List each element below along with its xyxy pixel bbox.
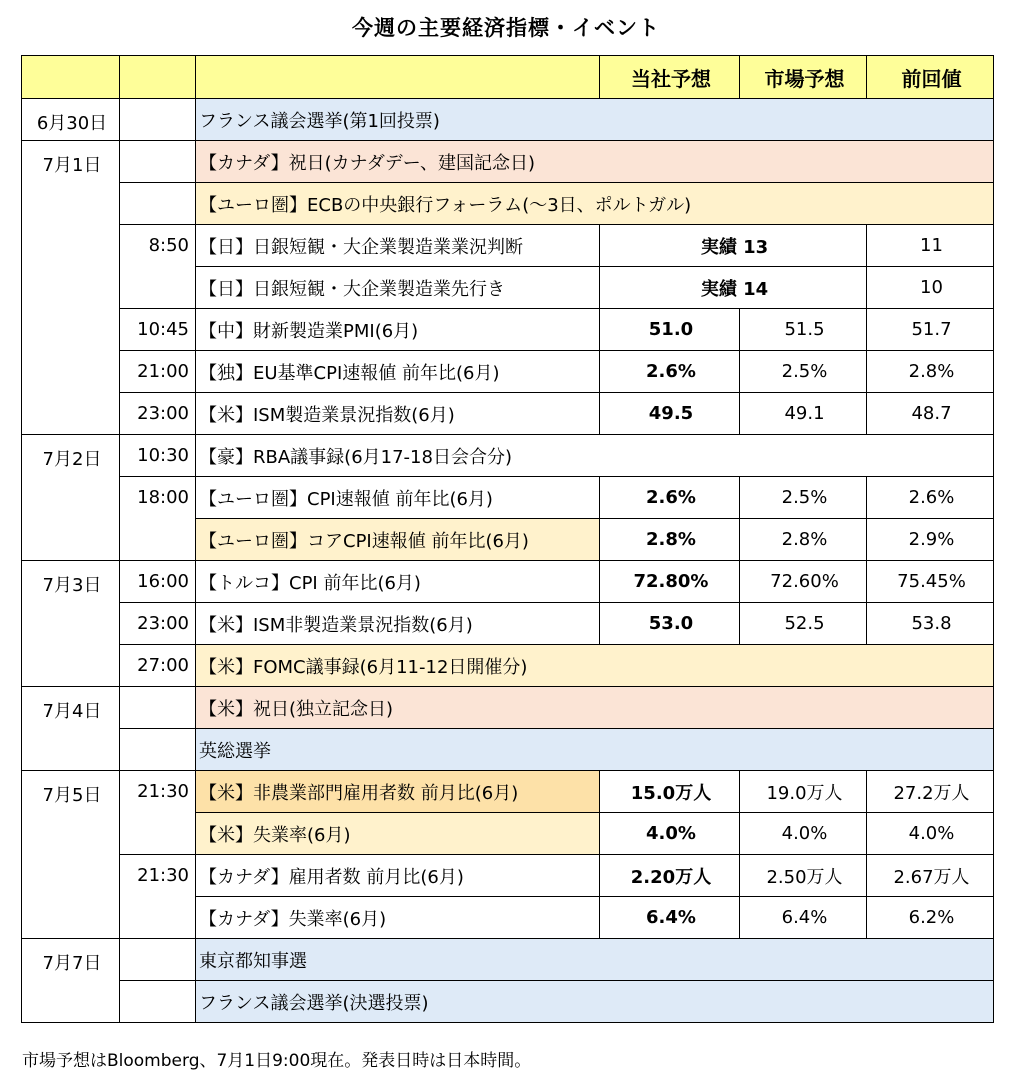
event-cell: 【ユーロ圏】CPI速報値 前年比(6月) xyxy=(196,477,600,519)
previous-cell: 4.0% xyxy=(867,813,994,855)
table-row xyxy=(22,939,994,981)
event-cell: 【米】祝日(独立記念日) xyxy=(196,687,994,729)
header-our-forecast: 当社予想 xyxy=(600,56,740,99)
event-cell: 【カナダ】失業率(6月) xyxy=(196,897,600,939)
header-market-forecast: 市場予想 xyxy=(740,56,867,99)
market-forecast-cell: 51.5 xyxy=(740,309,867,351)
time-cell xyxy=(120,687,196,729)
time-cell: 23:00 xyxy=(120,603,196,645)
table-row xyxy=(22,393,994,435)
market-forecast-cell: 2.50万人 xyxy=(740,855,867,897)
table-row xyxy=(22,645,994,687)
previous-cell: 2.9% xyxy=(867,519,994,561)
event-cell: 東京都知事選 xyxy=(196,939,994,981)
time-cell: 21:00 xyxy=(120,351,196,393)
table-row xyxy=(22,351,994,393)
date-cell: 7月1日 xyxy=(22,141,120,435)
our-forecast-cell: 2.6% xyxy=(600,477,740,519)
date-cell: 7月7日 xyxy=(22,939,120,1023)
our-forecast-cell: 4.0% xyxy=(600,813,740,855)
event-cell: 【中】財新製造業PMI(6月) xyxy=(196,309,600,351)
our-forecast-cell: 2.20万人 xyxy=(600,855,740,897)
event-cell: 【トルコ】CPI 前年比(6月) xyxy=(196,561,600,603)
event-cell: 【ユーロ圏】ECBの中央銀行フォーラム(～3日、ポルトガル) xyxy=(196,183,994,225)
our-forecast-cell: 51.0 xyxy=(600,309,740,351)
header-date xyxy=(22,56,120,99)
time-cell: 18:00 xyxy=(120,477,196,561)
table-row xyxy=(22,309,994,351)
market-forecast-cell: 2.8% xyxy=(740,519,867,561)
footnote: 市場予想はBloomberg、7月1日9:00現在。発表日時は日本時間。 xyxy=(22,1051,532,1071)
time-cell: 23:00 xyxy=(120,393,196,435)
time-cell: 16:00 xyxy=(120,561,196,603)
table-row xyxy=(22,729,994,771)
our-forecast-cell: 6.4% xyxy=(600,897,740,939)
previous-cell: 10 xyxy=(867,267,994,309)
date-cell: 7月5日 xyxy=(22,771,120,939)
table-row xyxy=(22,771,994,813)
event-cell: 【米】FOMC議事録(6月11-12日開催分) xyxy=(196,645,994,687)
table-row xyxy=(22,183,994,225)
event-cell: 【独】EU基準CPI速報値 前年比(6月) xyxy=(196,351,600,393)
time-cell: 21:30 xyxy=(120,855,196,939)
table-row xyxy=(22,603,994,645)
time-cell: 8:50 xyxy=(120,225,196,309)
time-cell xyxy=(120,141,196,183)
header-row xyxy=(22,56,994,99)
market-forecast-cell: 6.4% xyxy=(740,897,867,939)
table-row xyxy=(22,981,994,1023)
page-title: 今週の主要経済指標・イベント xyxy=(352,16,660,40)
header-previous: 前回値 xyxy=(867,56,994,99)
table-row xyxy=(22,477,994,519)
market-forecast-cell: 4.0% xyxy=(740,813,867,855)
previous-cell: 27.2万人 xyxy=(867,771,994,813)
previous-cell: 75.45% xyxy=(867,561,994,603)
date-cell: 6月30日 xyxy=(22,99,120,141)
previous-cell: 2.6% xyxy=(867,477,994,519)
previous-cell: 48.7 xyxy=(867,393,994,435)
header-event xyxy=(196,56,600,99)
time-cell xyxy=(120,183,196,225)
table-row xyxy=(22,141,994,183)
event-cell: フランス議会選挙(決選投票) xyxy=(196,981,994,1023)
event-cell: 【米】失業率(6月) xyxy=(196,813,600,855)
previous-cell: 51.7 xyxy=(867,309,994,351)
economic-calendar-table xyxy=(21,55,994,1023)
event-cell: 【米】ISM非製造業景況指数(6月) xyxy=(196,603,600,645)
table-row xyxy=(22,225,994,267)
market-forecast-cell: 2.5% xyxy=(740,477,867,519)
market-forecast-cell: 19.0万人 xyxy=(740,771,867,813)
date-cell: 7月2日 xyxy=(22,435,120,561)
event-cell: 【日】日銀短観・大企業製造業業況判断 xyxy=(196,225,600,267)
event-cell: 【豪】RBA議事録(6月17-18日会合分) xyxy=(196,435,994,477)
market-forecast-cell: 52.5 xyxy=(740,603,867,645)
time-cell: 10:30 xyxy=(120,435,196,477)
time-cell: 27:00 xyxy=(120,645,196,687)
date-cell: 7月4日 xyxy=(22,687,120,771)
our-forecast-cell: 2.6% xyxy=(600,351,740,393)
event-cell: 【日】日銀短観・大企業製造業先行き xyxy=(196,267,600,309)
previous-cell: 2.8% xyxy=(867,351,994,393)
table-row xyxy=(22,855,994,897)
market-forecast-cell: 2.5% xyxy=(740,351,867,393)
previous-cell: 11 xyxy=(867,225,994,267)
actual-cell: 実績 14 xyxy=(600,267,867,309)
event-cell: 【カナダ】祝日(カナダデー、建国記念日) xyxy=(196,141,994,183)
table-row xyxy=(22,687,994,729)
event-cell: 【米】非農業部門雇用者数 前月比(6月) xyxy=(196,771,600,813)
our-forecast-cell: 53.0 xyxy=(600,603,740,645)
market-forecast-cell: 49.1 xyxy=(740,393,867,435)
date-cell: 7月3日 xyxy=(22,561,120,687)
previous-cell: 53.8 xyxy=(867,603,994,645)
our-forecast-cell: 49.5 xyxy=(600,393,740,435)
time-cell: 10:45 xyxy=(120,309,196,351)
time-cell xyxy=(120,981,196,1023)
time-cell xyxy=(120,939,196,981)
actual-cell: 実績 13 xyxy=(600,225,867,267)
previous-cell: 6.2% xyxy=(867,897,994,939)
header-time xyxy=(120,56,196,99)
our-forecast-cell: 15.0万人 xyxy=(600,771,740,813)
event-cell: 【ユーロ圏】コアCPI速報値 前年比(6月) xyxy=(196,519,600,561)
table-row xyxy=(22,561,994,603)
event-cell: 【カナダ】雇用者数 前月比(6月) xyxy=(196,855,600,897)
market-forecast-cell: 72.60% xyxy=(740,561,867,603)
event-cell: 【米】ISM製造業景況指数(6月) xyxy=(196,393,600,435)
event-cell: 英総選挙 xyxy=(196,729,994,771)
table-row xyxy=(22,99,994,141)
time-cell xyxy=(120,729,196,771)
table-row xyxy=(22,435,994,477)
time-cell: 21:30 xyxy=(120,771,196,855)
previous-cell: 2.67万人 xyxy=(867,855,994,897)
event-cell: フランス議会選挙(第1回投票) xyxy=(196,99,994,141)
our-forecast-cell: 72.80% xyxy=(600,561,740,603)
our-forecast-cell: 2.8% xyxy=(600,519,740,561)
time-cell xyxy=(120,99,196,141)
